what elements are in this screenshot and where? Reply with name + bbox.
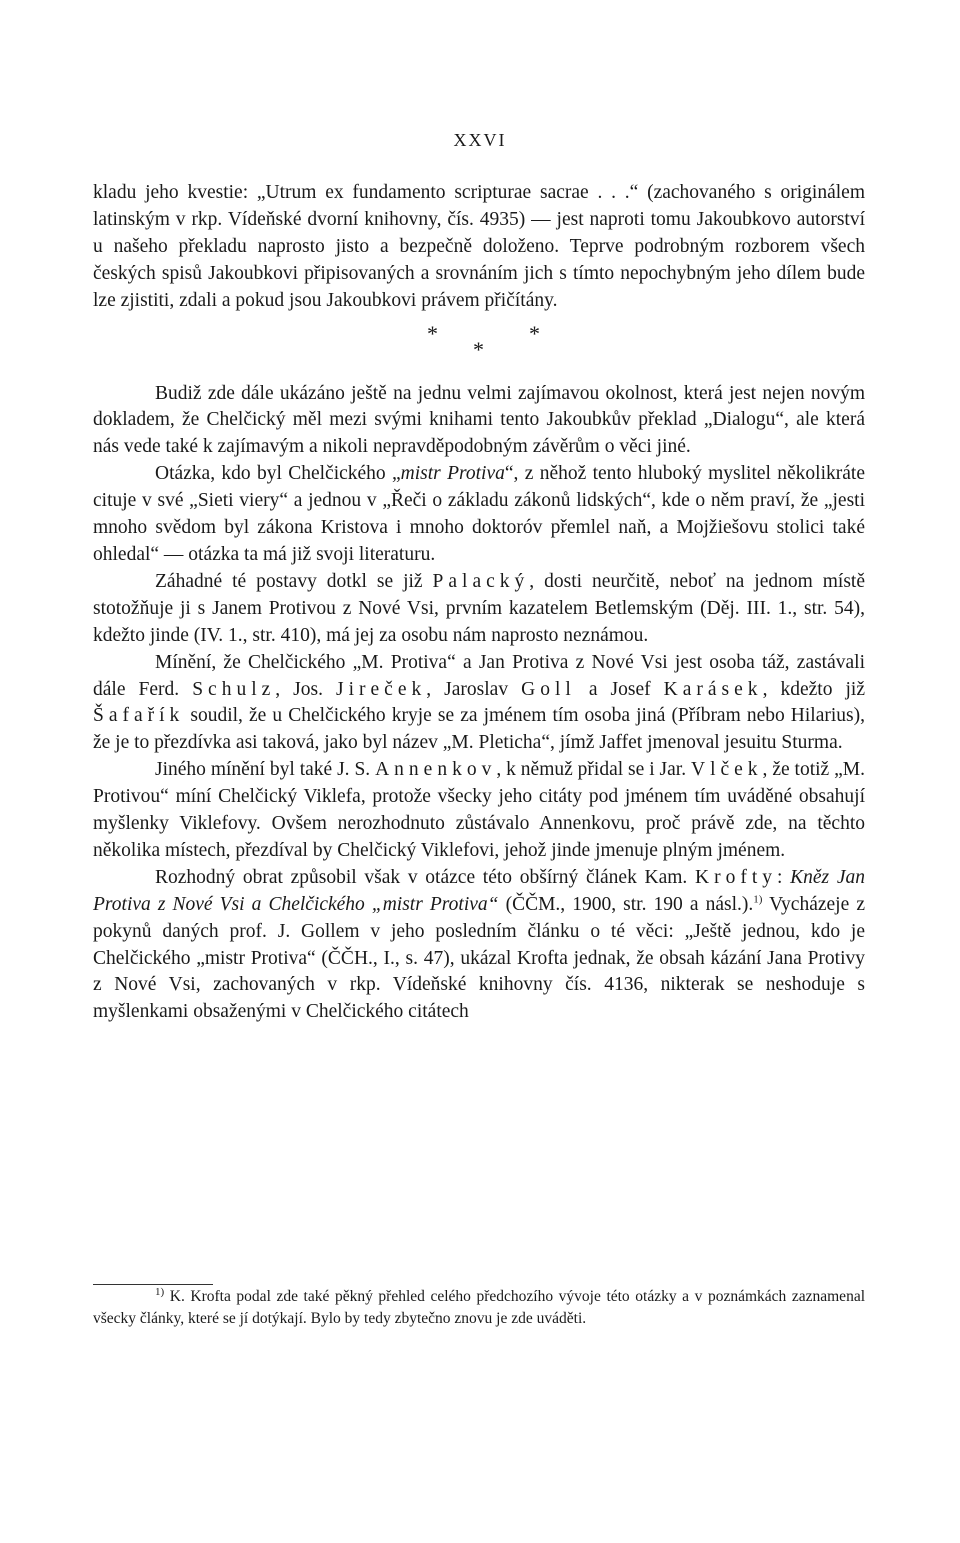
footnote-mark: 1) xyxy=(155,1285,165,1298)
paragraph-4: Záhadné té postavy dotkl se již Palacký, dosti neurčitě, neboť na jednom místě stotožňuje ji s Janem Protivou z Nové Vsi, prvním kazatelem Betlemským (Děj. III. 1., str. 54), kdežto jinde (IV. 1., str. 410), má jej za osobu nám naprosto neznámou. xyxy=(93,570,865,646)
paragraph-1: kladu jeho kvestie: „Utrum ex fundamento scripturae sacrae . . .“ (zachovaného s originálem latinským v rkp. Vídeňské dvorní knihovny, čís. 4935) — jest naproti tomu Jakoubkovo autorství u našeho překladu naprosto jisto a bezpečně doloženo. Teprve podrobným rozborem všech českých spisů Jakoubkovi připisovaných a srovnáním jich s tímto nepochybným jeho dílem bude lze zjistiti, zdali a pokud jsou Jakoubkovi právem přičítány. xyxy=(93,182,865,311)
separator-star: * xyxy=(473,336,484,362)
article-title-italic: Kněz Jan Protiva z Nové Vsi a Chelčického „mistr Protiva“ xyxy=(93,866,865,915)
spaced-name: Karásek xyxy=(663,678,763,700)
paragraph-7: Rozhodný obrat způsobil však v otázce této obšírný článek Kam. Krofty: Kněz Jan Protiva z Nové Vsi a Chelčického „mistr Protiva“ (ČČM., 1900, str. 190 a násl.).$^{1)}$ Vycházeje z pokynů daných prof. J. Gollem v jeho posledním článku o té věci: „Ještě jednou, kdo je Chelčického „mistr Protiva“ (ČČH., I., s. 47), ukázal Krofta jednak, že obsah kázání Jana Protivy z Nové Vsi, zachovaných v rkp. Vídeňské knihovny čís. 4136, nikterak se neshoduje s myšlenkami obsaženými v Chelčického citátech xyxy=(93,866,865,1023)
spaced-name: Jireček xyxy=(336,678,427,700)
spaced-name: Annenkov xyxy=(375,759,497,781)
section-separator xyxy=(93,315,865,381)
footnote-ref: 1) xyxy=(753,893,763,906)
spaced-name: Krofty xyxy=(695,866,778,888)
main-text xyxy=(93,180,865,1026)
emphasis-italic: mistr Protiva xyxy=(400,463,505,485)
paragraph-5: Mínění, že Chelčického „M. Protiva“ a Jan Protiva z Nové Vsi jest osoba táž, zastávali dále Ferd. Schulz, Jos. Jireček, Jaroslav Goll a Josef Karásek, kdežto již Šafařík soudil, že u Chelčického kryje se za jménem tím osoba jiná (Příbram nebo Hilarius), že je to přezdívka asi taková, jako byl název „M. Pleticha“, jímž Jaffet jmenoval jesuitu Sturma. xyxy=(93,651,865,754)
paragraph-3: Otázka, kdo byl Chelčického „mistr Protiva“, z něhož tento hluboký myslitel několikráte cituje v své „Sieti viery“ a jednou v „Řeči o základu zákonů lidských“, kde o něm praví, že „jesti mnoho svědom byl zákona Kristova i mnoho doktoróv přemlel naň, a Mojžiešovu stolici také ohledal“ — otázka ta má již svoji literaturu. xyxy=(93,463,865,565)
spaced-name: Vlček xyxy=(690,759,763,781)
separator-star: * xyxy=(427,320,438,346)
footnote-1 xyxy=(93,1286,865,1330)
footnote-text: K. Krofta podal zde také pěkný přehled celého předchozího vývoje této otázky a v poznámkách zaznamenal všecky články, které se jí dotýkají. Bylo by tedy zbytečno znovu je zde uváděti. xyxy=(93,1288,865,1327)
paragraph-2: Budiž zde dále ukázáno ještě na jednu velmi zajímavou okolnost, která jest nejen novým dokladem, že Chelčický měl mezi svými knihami tento Jakoubkův překlad „Dialogu“, ale která nás vede také k zajímavým a nikoli nepravděpodobným závěrům o věci jiné. xyxy=(93,382,865,458)
page-number: XXVI xyxy=(453,130,507,150)
footnotes xyxy=(93,1286,865,1330)
paragraph-6: Jiného mínění byl také J. S. Annenkov, k němuž přidal se i Jar. Vlček, že totiž „M. Protivou“ míní Chelčický Viklefa, protože všecky jeho citáty pod jménem tím uváděné obsahují myšlenky Viklefovy. Ovšem nerozhodnuto zůstávalo Annenkovu, proč právě zde, na těchto několika místech, přezdíval by Chelčický Viklefovi, jehož jinde jmenuje plným jménem. xyxy=(93,759,865,861)
separator-star: * xyxy=(529,320,540,346)
spaced-name: Šafařík xyxy=(93,705,185,727)
spaced-name: Schulz xyxy=(192,678,276,700)
spaced-name: Goll xyxy=(521,678,576,700)
footnote-divider xyxy=(93,1284,213,1285)
spaced-name: Palacký xyxy=(432,570,530,592)
